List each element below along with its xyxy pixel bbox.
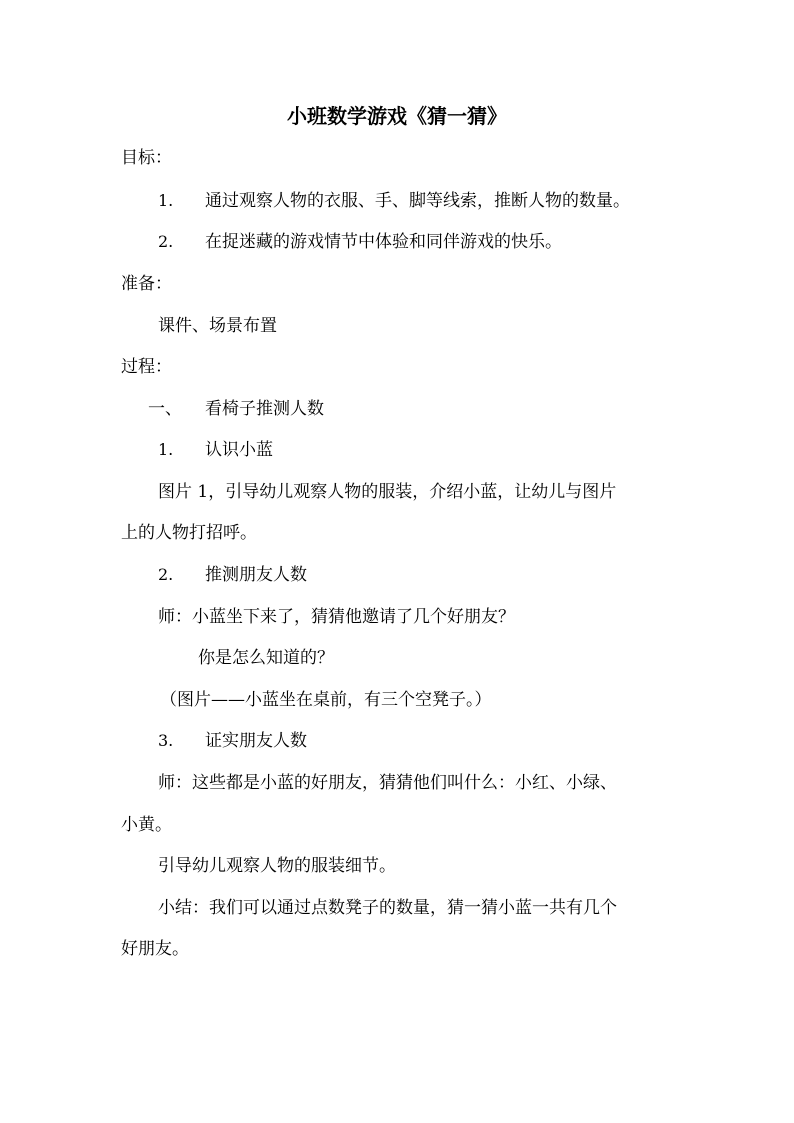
summary-line-1: 小结：我们可以通过点数凳子的数量，猜一猜小蓝一共有几个 xyxy=(158,898,617,918)
goal-2-number: 2. xyxy=(158,232,174,251)
goal-1-text: 通过观察人物的衣服、手、脚等线索，推断人物的数量。 xyxy=(205,191,630,211)
step-2-number: 2. xyxy=(158,565,174,584)
step-3-line-1: 师：这些都是小蓝的好朋友，猜猜他们叫什么：小红、小绿、 xyxy=(158,773,617,793)
goal-heading: 目标： xyxy=(121,148,172,168)
section-1-number: 一、 xyxy=(148,399,182,419)
step-1-title: 认识小蓝 xyxy=(205,440,273,460)
prep-text: 课件、场景布置 xyxy=(158,316,277,336)
section-1-title: 看椅子推测人数 xyxy=(205,399,324,419)
goal-1-number: 1. xyxy=(158,191,174,210)
step-2-question-2: 你是怎么知道的？ xyxy=(198,648,334,668)
step-1-paragraph-line-1: 图片 1，引导幼儿观察人物的服装，介绍小蓝，让幼儿与图片 xyxy=(158,482,617,502)
step-2-title: 推测朋友人数 xyxy=(205,565,307,585)
process-heading: 过程： xyxy=(121,357,172,377)
step-2-note: （图片——小蓝坐在桌前，有三个空凳子。） xyxy=(160,690,492,710)
step-3-number: 3. xyxy=(158,731,174,750)
step-1-number: 1. xyxy=(158,440,174,459)
step-2-question-1: 师：小蓝坐下来了，猜猜他邀请了几个好朋友？ xyxy=(158,607,515,627)
summary-line-2: 好朋友。 xyxy=(121,939,189,959)
document-title: 小班数学游戏《猜一猜》 xyxy=(287,104,507,128)
step-3-title: 证实朋友人数 xyxy=(205,731,307,751)
prep-heading: 准备： xyxy=(121,274,172,294)
step-1-paragraph-line-2: 上的人物打招呼。 xyxy=(121,523,257,543)
step-3-guide: 引导幼儿观察人物的服装细节。 xyxy=(158,856,396,876)
step-3-line-2: 小黄。 xyxy=(121,815,172,835)
goal-2-text: 在捉迷藏的游戏情节中体验和同伴游戏的快乐。 xyxy=(205,232,562,252)
